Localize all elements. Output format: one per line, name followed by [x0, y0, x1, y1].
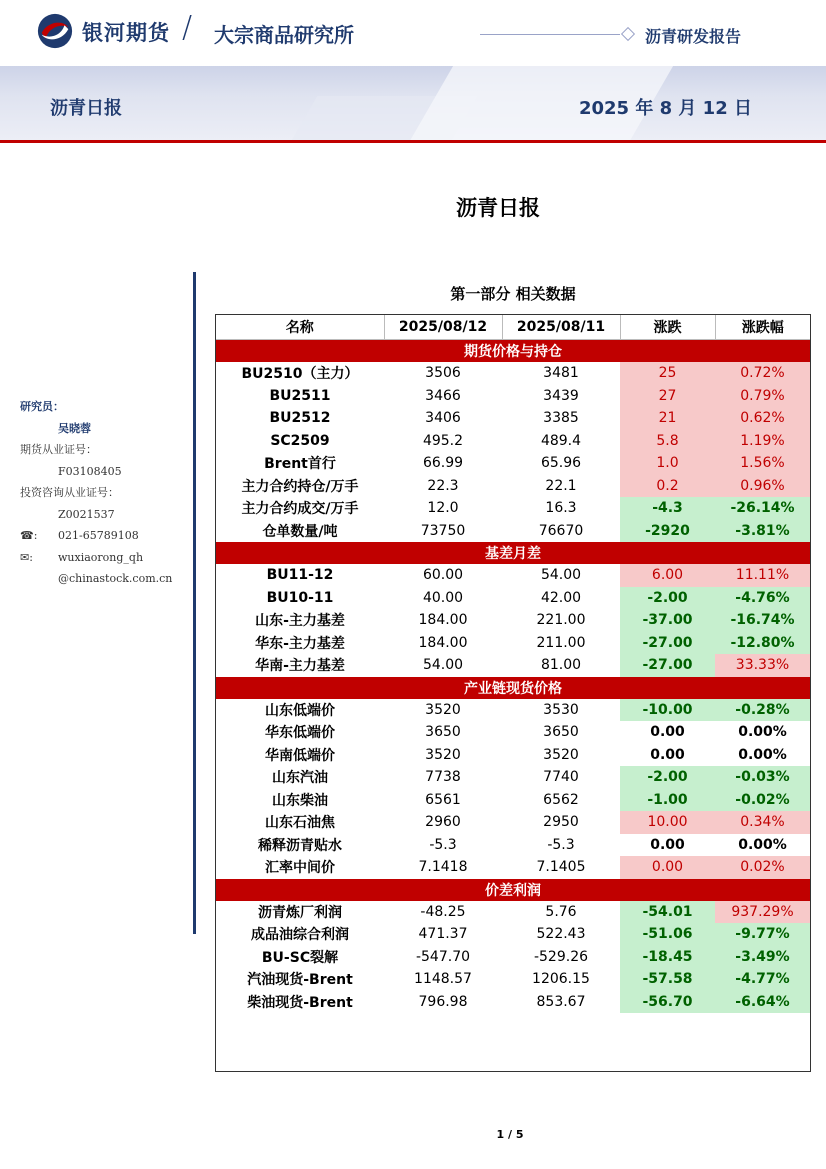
- change-pct-cell: 0.34%: [715, 811, 810, 834]
- change-cell: 21: [620, 407, 715, 430]
- table-row: [216, 744, 810, 767]
- change-cell: -54.01: [620, 901, 715, 924]
- change-cell: -1.00: [620, 789, 715, 812]
- value-previous: 3385: [543, 410, 579, 427]
- value-current: 40.00: [422, 589, 464, 606]
- row-name: 稀释沥青贴水: [258, 837, 342, 854]
- value-previous: 7740: [543, 769, 579, 786]
- row-name: BU10-11: [266, 589, 334, 606]
- change-pct-cell: -26.14%: [715, 497, 810, 520]
- email-address-line1[interactable]: wuxiaorong_qh: [58, 550, 144, 564]
- section-header: 产业链现货价格: [216, 677, 810, 699]
- column-header: 涨跌: [620, 315, 715, 340]
- value-previous: 2950: [543, 814, 579, 831]
- change-cell: 5.8: [620, 430, 715, 453]
- row-name: 山东石油焦: [265, 815, 335, 832]
- section-row: [216, 542, 810, 564]
- change-cell: 27: [620, 385, 715, 408]
- table-row: [216, 834, 810, 857]
- table-row: [216, 923, 810, 946]
- change-pct-cell: -9.77%: [715, 923, 810, 946]
- table-row: [216, 721, 810, 744]
- change-cell: -37.00: [620, 609, 715, 632]
- value-current: 66.99: [422, 455, 464, 472]
- change-pct-cell: 0.79%: [715, 385, 810, 408]
- section-row: [216, 677, 810, 699]
- row-name: 华东-主力基差: [255, 635, 345, 652]
- change-pct-cell: -3.49%: [715, 946, 810, 969]
- change-pct-cell: -0.03%: [715, 766, 810, 789]
- change-cell: -2.00: [620, 587, 715, 610]
- change-cell: 25: [620, 362, 715, 385]
- row-name: 山东低端价: [265, 702, 335, 719]
- value-previous: 211.00: [536, 634, 586, 651]
- change-pct-cell: -12.80%: [715, 632, 810, 655]
- value-previous: 221.00: [536, 612, 586, 629]
- value-current: 495.2: [422, 432, 464, 449]
- section-title: 第一部分 相关数据: [450, 285, 576, 303]
- change-cell: -10.00: [620, 699, 715, 722]
- change-pct-cell: 0.00%: [738, 724, 787, 741]
- value-current: 2960: [425, 814, 461, 831]
- row-name: BU-SC裂解: [261, 949, 339, 966]
- section-row: [216, 879, 810, 901]
- change-pct-cell: 937.29%: [715, 901, 810, 924]
- row-name: BU2511: [269, 387, 331, 404]
- row-name: 汽油现货-Brent: [247, 972, 353, 989]
- change-pct-cell: 11.11%: [715, 564, 810, 587]
- row-name: 山东柴油: [272, 792, 328, 809]
- phone-row: [20, 525, 172, 547]
- table-row: [216, 991, 810, 1014]
- change-pct-cell: -3.81%: [715, 520, 810, 543]
- document-title: 沥青日报: [456, 196, 540, 220]
- value-previous: 3481: [543, 365, 579, 382]
- table-row: [216, 766, 810, 789]
- column-header: 2025/08/12: [384, 315, 502, 340]
- value-current: 3466: [425, 387, 461, 404]
- change-pct-cell: -0.28%: [715, 699, 810, 722]
- value-previous: 3439: [543, 387, 579, 404]
- column-header: 2025/08/11: [502, 315, 620, 340]
- value-current: 184.00: [418, 612, 468, 629]
- phone-icon: ☎:: [20, 529, 38, 542]
- table-row: [216, 452, 810, 475]
- change-cell: 0.2: [620, 475, 715, 498]
- value-previous: 7.1405: [536, 859, 586, 876]
- value-current: 1148.57: [414, 971, 472, 988]
- column-header: 名称: [216, 315, 384, 340]
- change-pct-cell: 0.96%: [715, 475, 810, 498]
- change-cell: -2.00: [620, 766, 715, 789]
- analyst-sidebar: [20, 396, 172, 590]
- row-name: 华南低端价: [265, 747, 335, 764]
- value-current: 12.0: [427, 500, 459, 517]
- row-name: 主力合约成交/万手: [241, 501, 359, 518]
- value-previous: 3650: [543, 724, 579, 741]
- table-row: [216, 520, 810, 543]
- change-cell: -27.00: [620, 654, 715, 677]
- row-name: 山东-主力基差: [255, 613, 345, 630]
- value-previous: 853.67: [536, 993, 586, 1010]
- data-table-body: [216, 315, 810, 1013]
- value-current: 184.00: [418, 634, 468, 651]
- table-row: [216, 946, 810, 969]
- table-row: [216, 430, 810, 453]
- change-cell: -51.06: [620, 923, 715, 946]
- value-current: 7.1418: [418, 859, 468, 876]
- value-previous: 3530: [543, 701, 579, 718]
- value-current: 22.3: [427, 477, 459, 494]
- row-name: Brent首行: [264, 456, 336, 473]
- row-name: 华东低端价: [265, 725, 335, 742]
- change-pct-cell: -16.74%: [715, 609, 810, 632]
- value-current: -48.25: [420, 903, 466, 920]
- diamond-icon: [621, 27, 635, 41]
- table-row: [216, 475, 810, 498]
- researcher-name: 吴晓蓉: [58, 421, 91, 435]
- value-current: 6561: [425, 791, 461, 808]
- table-row: [216, 901, 810, 924]
- table-row: [216, 968, 810, 991]
- value-previous: 81.00: [540, 657, 582, 674]
- change-cell: 10.00: [620, 811, 715, 834]
- row-name: 山东汽油: [272, 770, 328, 787]
- value-current: -547.70: [415, 948, 471, 965]
- table-row: [216, 564, 810, 587]
- row-name: 汇率中间价: [265, 860, 335, 877]
- change-pct-cell: 0.72%: [715, 362, 810, 385]
- value-previous: -5.3: [547, 836, 575, 853]
- change-pct-cell: -4.76%: [715, 587, 810, 610]
- value-current: 796.98: [418, 993, 468, 1010]
- value-current: 3520: [425, 701, 461, 718]
- row-name: BU2512: [269, 410, 331, 427]
- table-row: [216, 811, 810, 834]
- value-previous: 22.1: [545, 477, 577, 494]
- row-name: 成品油综合利润: [251, 927, 349, 944]
- advisory-cert-number: Z0021537: [58, 507, 115, 521]
- section-header: 基差月差: [216, 542, 810, 564]
- data-table: [216, 315, 810, 1013]
- value-current: 3650: [425, 724, 461, 741]
- section-header: 期货价格与持仓: [216, 340, 810, 363]
- section-row: [216, 340, 810, 363]
- change-pct-cell: 0.62%: [715, 407, 810, 430]
- row-name: 柴油现货-Brent: [247, 994, 353, 1011]
- value-previous: 54.00: [540, 567, 582, 584]
- banner-title: 沥青日报: [50, 98, 122, 119]
- galaxy-logo-icon: [36, 12, 74, 50]
- table-row: [216, 587, 810, 610]
- value-current: 3506: [425, 365, 461, 382]
- change-cell: -27.00: [620, 632, 715, 655]
- table-row: [216, 497, 810, 520]
- table-header-row: [216, 315, 810, 340]
- value-previous: 489.4: [540, 432, 582, 449]
- futures-cert-label: 期货从业证号：: [20, 443, 97, 456]
- email-address-line2[interactable]: @chinastock.com.cn: [58, 572, 173, 585]
- change-pct-cell: -6.64%: [715, 991, 810, 1014]
- report-type: 沥青研发报告: [645, 27, 742, 46]
- section-header: 价差利润: [216, 879, 810, 901]
- change-cell: 1.0: [620, 452, 715, 475]
- value-previous: -529.26: [533, 948, 589, 965]
- value-previous: 3520: [543, 746, 579, 763]
- value-current: 3406: [425, 410, 461, 427]
- change-pct-cell: -0.02%: [715, 789, 810, 812]
- table-row: [216, 632, 810, 655]
- change-cell: 0.00: [650, 724, 685, 741]
- value-previous: 16.3: [545, 500, 577, 517]
- change-pct-cell: 1.19%: [715, 430, 810, 453]
- row-name: 华南-主力基差: [255, 658, 345, 675]
- column-header: 涨跌幅: [715, 315, 810, 340]
- value-previous: 522.43: [536, 926, 586, 943]
- value-previous: 1206.15: [532, 971, 590, 988]
- value-previous: 6562: [543, 791, 579, 808]
- change-cell: -2920: [620, 520, 715, 543]
- row-name: SC2509: [270, 432, 330, 449]
- change-pct-cell: -4.77%: [715, 968, 810, 991]
- header-bar: [0, 0, 826, 66]
- report-date: 2025 年 8 月 12 日: [578, 98, 752, 119]
- row-name: 沥青炼厂利润: [258, 904, 342, 921]
- value-current: 54.00: [422, 657, 464, 674]
- value-current: 3520: [425, 746, 461, 763]
- row-name: 仓单数量/吨: [262, 523, 338, 540]
- researcher-label: 研究员：: [20, 400, 64, 413]
- change-pct-cell: 33.33%: [715, 654, 810, 677]
- change-cell: 0.00: [650, 746, 685, 763]
- value-previous: 42.00: [540, 589, 582, 606]
- futures-cert-number: F03108405: [58, 464, 122, 478]
- change-pct-cell: 0.00%: [738, 746, 787, 763]
- table-row: [216, 789, 810, 812]
- change-cell: -57.58: [620, 968, 715, 991]
- row-name: BU11-12: [266, 567, 334, 584]
- brand-name: 银河期货: [82, 21, 170, 45]
- change-pct-cell: 1.56%: [715, 452, 810, 475]
- change-cell: -4.3: [620, 497, 715, 520]
- value-current: -5.3: [429, 836, 457, 853]
- email-icon: ✉:: [20, 550, 33, 564]
- row-name: 主力合约持仓/万手: [241, 478, 359, 495]
- advisory-cert-label: 投资咨询从业证号：: [20, 486, 119, 499]
- phone-number: 021-65789108: [58, 529, 139, 542]
- page-number: 1 / 5: [496, 1128, 524, 1141]
- title-banner: [0, 66, 826, 143]
- sidebar-divider: [193, 272, 196, 934]
- change-pct-cell: 0.02%: [715, 856, 810, 879]
- value-current: 7738: [425, 769, 461, 786]
- change-cell: 0.00: [650, 836, 685, 853]
- row-name: BU2510（主力）: [241, 366, 359, 383]
- change-cell: -56.70: [620, 991, 715, 1014]
- header-rule: [480, 34, 620, 35]
- institute-name: 大宗商品研究所: [214, 23, 354, 47]
- table-row: [216, 362, 810, 385]
- email-row: [20, 547, 172, 569]
- table-row: [216, 856, 810, 879]
- value-previous: 76670: [538, 522, 584, 539]
- change-cell: 6.00: [620, 564, 715, 587]
- change-cell: -18.45: [620, 946, 715, 969]
- value-current: 73750: [420, 522, 466, 539]
- change-cell: 0.00: [620, 856, 715, 879]
- table-row: [216, 609, 810, 632]
- table-row: [216, 699, 810, 722]
- value-current: 471.37: [418, 926, 468, 943]
- header-divider: /: [182, 10, 193, 45]
- table-row: [216, 407, 810, 430]
- value-previous: 65.96: [540, 455, 582, 472]
- value-current: 60.00: [422, 567, 464, 584]
- change-pct-cell: 0.00%: [738, 836, 787, 853]
- table-row: [216, 654, 810, 677]
- table-row: [216, 385, 810, 408]
- value-previous: 5.76: [545, 903, 577, 920]
